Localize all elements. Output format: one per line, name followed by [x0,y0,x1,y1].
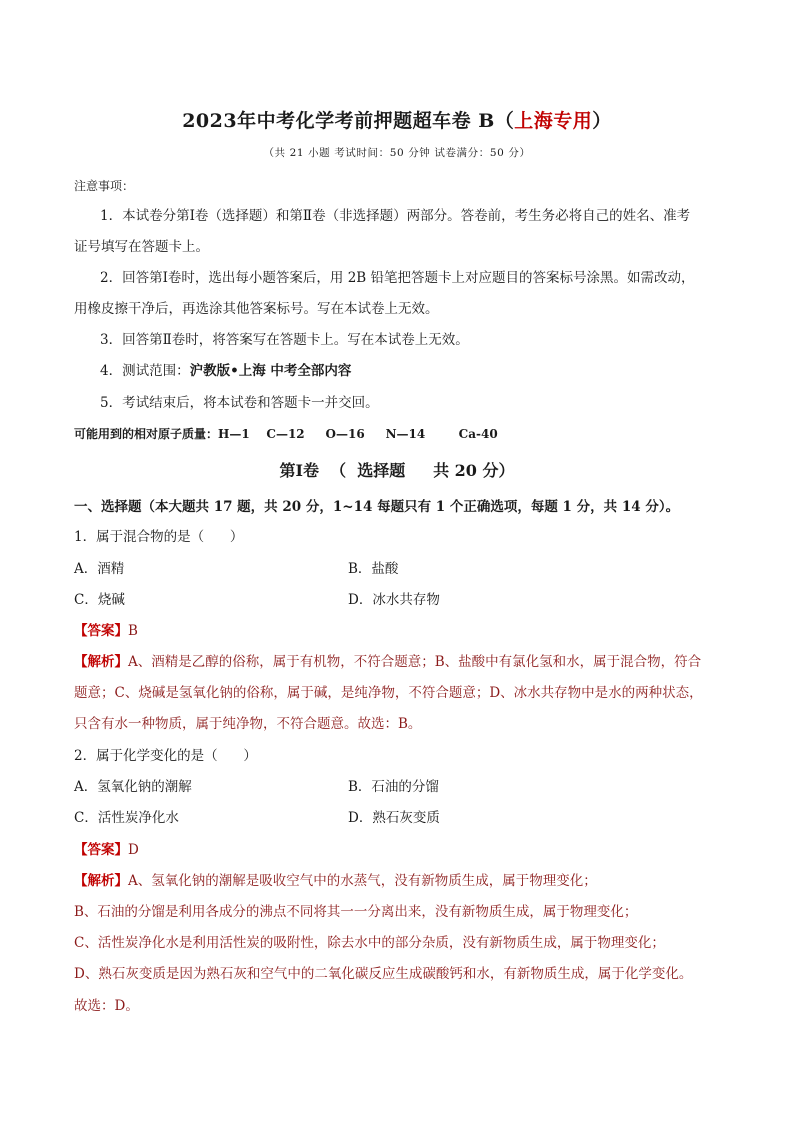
note-item-1a: 1．本试卷分第Ⅰ卷（选择题）和第Ⅱ卷（非选择题）两部分。答卷前，考生务必将自己的姓名、准考 [100,208,691,224]
analysis-tag: 【解析】 [74,873,128,889]
answer-value: D [128,842,139,858]
question-1-option-b: B．盐酸 [348,561,399,577]
note-item-1b: 证号填写在答题卡上。 [74,239,209,255]
question-2-analysis-2: B、石油的分馏是利用各成分的沸点不同将其一一分离出来，没有新物质生成，属于物理变化； [74,904,638,920]
answer-tag: 【答案】 [74,842,128,858]
note-item-4 [100,361,351,381]
question-1-answer [74,621,138,641]
notes-heading: 注意事项： [74,179,135,193]
question-1-option-c: C．烧碱 [74,592,125,608]
question-2-stem: 2．属于化学变化的是（ ） [74,748,257,764]
question-2-answer [74,840,139,860]
question-2-analysis-1 [74,871,597,891]
exam-subtitle: （共 21 小题 考试时间：50 分钟 试卷满分：50 分） [263,147,531,159]
question-1-analysis-3: 只含有水一种物质，属于纯净物，不符合题意。故选：B。 [74,716,422,732]
section-title: 第Ⅰ卷 （ 选择题 共 20 分） [279,461,515,480]
note-item-2a: 2．回答第Ⅰ卷时，选出每小题答案后，用 2B 铅笔把答题卡上对应题目的答案标号涂黑。如需改动， [100,270,695,286]
question-2-option-b: B．石油的分馏 [348,779,439,795]
answer-value: B [128,623,138,639]
part-one-heading: 一、选择题（本大题共 17 题，共 20 分，1~14 每题只有 1 个正确选项，每题 1 分，共 14 分）。 [74,499,680,515]
title-end: ） [592,110,612,132]
question-1-option-d: D．冰水共存物 [348,592,440,608]
question-2-analysis-4: D、熟石灰变质是因为熟石灰和空气中的二氧化碳反应生成碳酸钙和水，有新物质生成，属于化学变化。 [74,966,693,982]
exam-title [0,106,794,133]
analysis-text: A、氢氧化钠的潮解是吸收空气中的水蒸气，没有新物质生成，属于物理变化； [128,873,597,889]
question-2-analysis-5: 故选：D。 [74,998,139,1014]
answer-tag: 【答案】 [74,623,128,639]
question-1-analysis-2: 题意；C、烧碱是氢氧化钠的俗称，属于碱，是纯净物，不符合题意；D、冰水共存物中是水的两种状态， [74,685,703,701]
analysis-text: A、酒精是乙醇的俗称，属于有机物，不符合题意；B、盐酸中有氯化氢和水，属于混合物，符合 [128,654,702,670]
note-item-2b: 用橡皮擦干净后，再选涂其他答案标号。写在本试卷上无效。 [74,301,439,317]
title-region: 上海专用 [514,110,593,132]
question-2-option-a: A．氢氧化钠的潮解 [74,779,192,795]
note-item-3: 3．回答第Ⅱ卷时，将答案写在答题卡上。写在本试卷上无效。 [100,332,469,348]
test-scope: 沪教版•上海 中考全部内容 [189,363,352,379]
question-1-option-a: A．酒精 [74,561,125,577]
title-main: 2023年中考化学考前押题超车卷 B（ [182,110,515,132]
analysis-tag: 【解析】 [74,654,128,670]
atomic-mass-line: 可能用到的相对原子质量：H—1 C—12 O—16 N—14 Ca-40 [74,427,498,441]
question-1-analysis-1 [74,652,701,672]
note-item-4-label: 4．测试范围： [100,363,190,379]
question-1-stem: 1．属于混合物的是（ ） [74,529,244,545]
question-2-option-c: C．活性炭净化水 [74,810,179,826]
question-2-analysis-3: C、活性炭净化水是利用活性炭的吸附性，除去水中的部分杂质，没有新物质生成，属于物理变化； [74,935,665,951]
note-item-5: 5．考试结束后，将本试卷和答题卡一并交回。 [100,395,379,411]
question-2-option-d: D．熟石灰变质 [348,810,440,826]
